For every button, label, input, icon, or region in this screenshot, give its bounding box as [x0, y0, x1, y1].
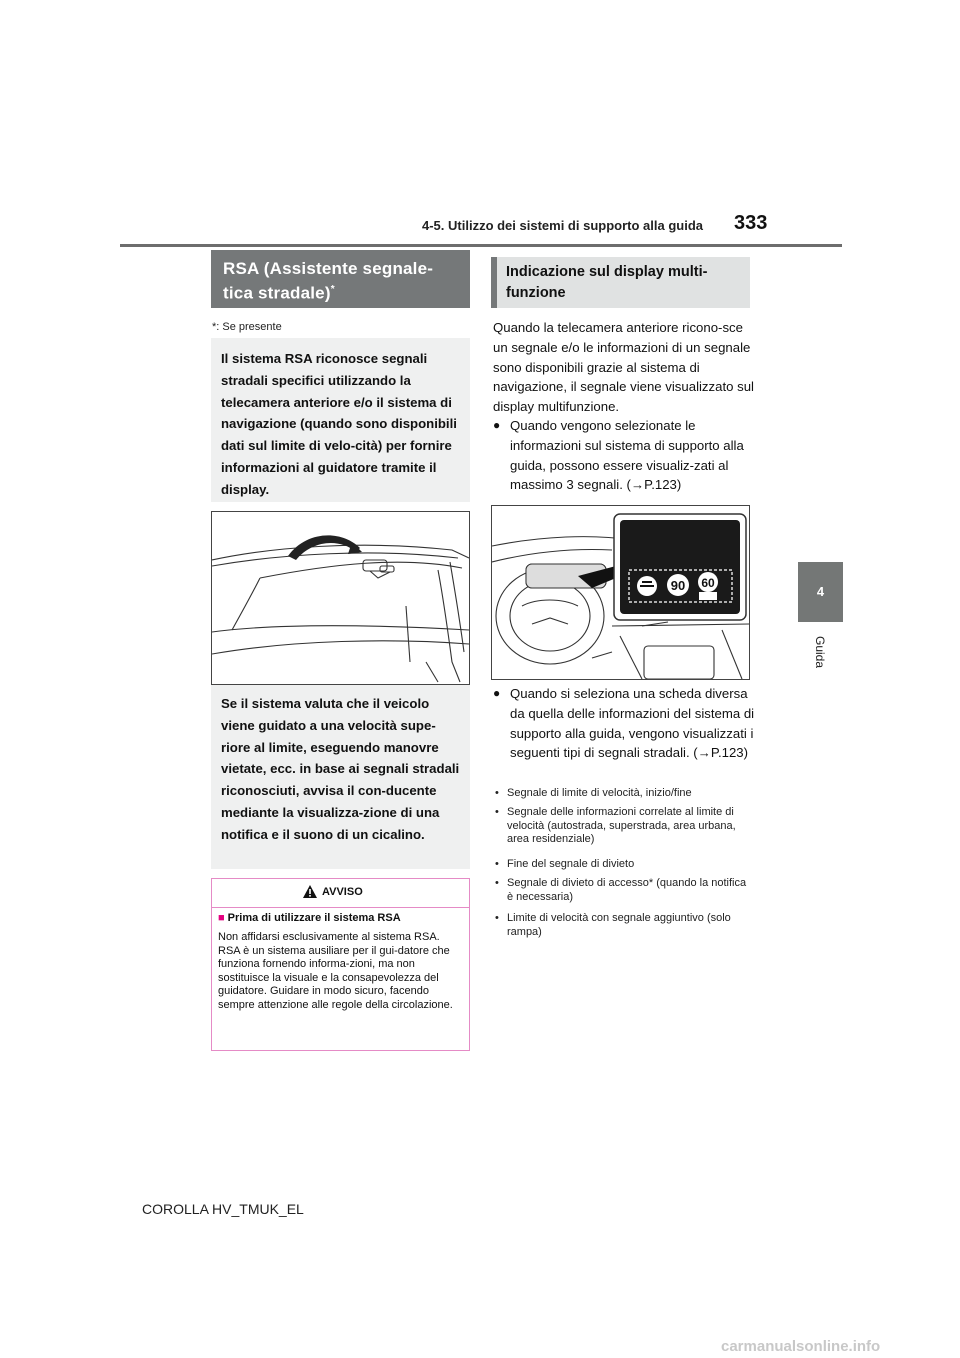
dashboard-drawing — [492, 506, 749, 679]
header-divider — [120, 244, 842, 247]
speed-sign-60: 60 — [701, 576, 715, 590]
sign-type-text: Fine del segnale di divieto — [507, 858, 635, 870]
chapter-label: Guida — [813, 635, 827, 669]
watermark: carmanualsonline.info — [721, 1338, 881, 1355]
dashboard-display-illustration — [491, 505, 750, 680]
caution-body: Non affidarsi esclusivamente al sistema RSA. RSA è un sistema ausiliare per il gui-datore che funziona fornendo informa-zioni, ma non sostituisce la visuale e la consapevolezza del guidatore. Guidare in modo sicuro, facendo sempre attenzione alle regole della circolazione. — [218, 931, 453, 1011]
rsa-heading-text: RSA (Assistente segnale-tica stradale) — [223, 259, 434, 303]
square-bullet-icon: ■ — [218, 912, 225, 924]
speed-sign-90: 90 — [670, 578, 686, 593]
caution-header — [212, 879, 469, 908]
bullet-dot-icon: ● — [493, 686, 501, 700]
footnote: *: Se presente — [212, 321, 282, 333]
sign-type-text: Limite di velocità con segnale aggiuntivo (solo rampa) — [507, 912, 731, 938]
rsa-heading-star: * — [330, 284, 335, 295]
caution-subtitle-text: Prima di utilizzare il sistema RSA — [227, 912, 401, 924]
bullet-text: Quando vengono selezionate le informazioni sul sistema di supporto alla guida, possono essere visualiz-zati al massimo 3 segnali. (→P.123) — [510, 418, 744, 493]
footer-model: COROLLA HV_TMUK_EL — [142, 1201, 304, 1217]
windshield-camera-illustration — [211, 511, 470, 685]
display-heading-text: Indicazione sul display multi-funzione — [506, 264, 708, 301]
caution-box — [211, 878, 470, 1051]
section-title: 4-5. Utilizzo dei sistemi di supporto alla guida — [422, 218, 703, 233]
display-heading — [491, 257, 750, 308]
bullet-text: Quando si seleziona una scheda diversa da quella delle informazioni del sistema di supporto alla guida, vengono visualizzati i seguenti tipi di segnali stradali. (→P.123) — [510, 686, 755, 761]
warning-box — [211, 685, 470, 869]
rsa-heading — [211, 250, 470, 308]
chapter-tab: 4 — [798, 562, 843, 622]
page-number: 333 — [734, 212, 768, 234]
sign-type-text: Segnale di divieto di accesso* (quando la notifica è necessaria) — [507, 877, 747, 903]
caution-title: AVVISO — [322, 886, 363, 898]
sign-type-text: Segnale di limite di velocità, inizio/fine — [507, 787, 692, 799]
warning-text: Se il sistema valuta che il veicolo viene guidato a una velocità supe-riore al limite, eseguendo manovre vietate, ecc. in base ai segnali stradali riconosciuti, avvisa il con-ducente mediante la visualizza-zione di una notifica e il suono di un cicalino. — [221, 696, 460, 842]
windshield-camera-drawing — [212, 512, 469, 684]
intro-text: Il sistema RSA riconosce segnali stradali specifici utilizzando la telecamera anteriore e/o il sistema di navigazione (quando sono disponibili dati sul limite di velo-cità) per fornire informazioni al guidatore tramite il display. — [221, 351, 457, 497]
bullet-dot-icon: ● — [493, 418, 501, 432]
display-paragraph: Quando la telecamera anteriore ricono-sce un segnale e/o le informazioni di un segnale sono disponibili grazie al sistema di navigazione, il segnale viene visualizzato sul display multifunzione. — [493, 320, 754, 415]
caution-subtitle — [218, 912, 401, 924]
sign-type-text: Segnale delle informazioni correlate al limite di velocità (autostrada, superstrada, area urbana, area residenziale) — [507, 806, 736, 846]
intro-box — [211, 338, 470, 502]
warning-triangle-icon — [302, 884, 318, 899]
